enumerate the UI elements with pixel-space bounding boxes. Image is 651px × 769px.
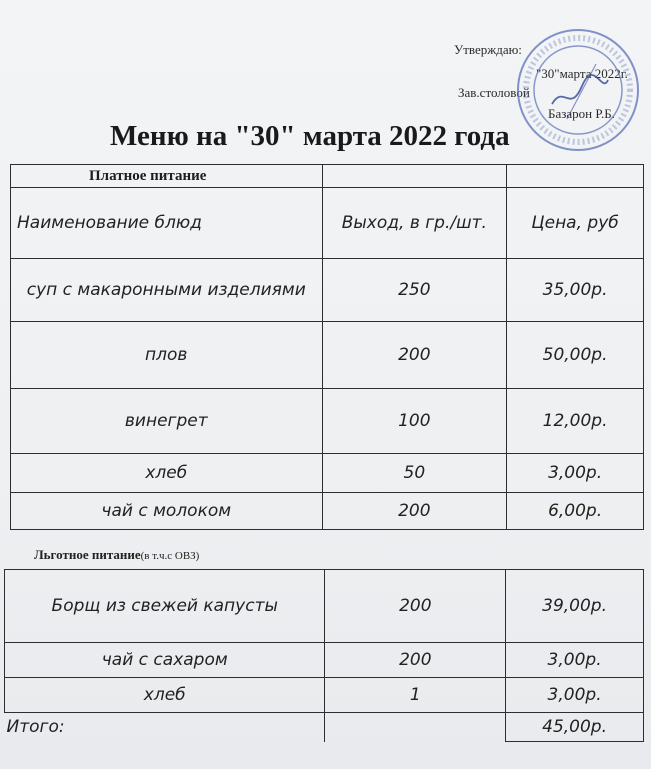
dish-name: плов <box>11 322 323 389</box>
paid-section-label: Платное питание <box>11 165 323 188</box>
dish-weight: 200 <box>325 570 506 643</box>
approval-name: Базарон Р.Б. <box>548 106 615 121</box>
approval-role: Зав.столовой <box>458 85 530 100</box>
dish-weight: 100 <box>322 389 507 454</box>
empty-cell <box>322 165 507 188</box>
dish-price: 12,00р. <box>507 389 644 454</box>
table-row <box>11 454 644 493</box>
dish-weight: 200 <box>322 322 507 389</box>
subsidized-label-text: Льготное питание <box>34 547 141 562</box>
dish-price: 39,00р. <box>506 570 644 643</box>
approval-date: "30"марта 2022г. <box>536 66 628 81</box>
empty-cell <box>507 165 644 188</box>
dish-name: чай с сахаром <box>5 643 325 678</box>
total-row <box>5 713 644 742</box>
dish-weight: 250 <box>322 259 507 322</box>
total-value: 45,00р. <box>506 713 644 742</box>
table-header-row <box>11 188 644 259</box>
header-name: Наименование блюд <box>11 188 323 259</box>
empty-cell <box>325 713 506 742</box>
menu-title: Меню на "30" марта 2022 года <box>110 120 510 152</box>
dish-weight: 200 <box>322 493 507 530</box>
dish-name: хлеб <box>11 454 323 493</box>
dish-weight: 1 <box>325 678 506 713</box>
dish-name: чай с молоком <box>11 493 323 530</box>
subsidized-label-note: (в т.ч.с ОВЗ) <box>140 550 200 562</box>
paid-section-row <box>11 165 644 188</box>
dish-name: суп с макаронными изделиями <box>11 259 323 322</box>
dish-price: 6,00р. <box>507 493 644 530</box>
subsidized-menu-table <box>4 569 644 742</box>
dish-price: 3,00р. <box>507 454 644 493</box>
table-row <box>5 570 644 643</box>
header-price: Цена, руб <box>507 188 644 259</box>
header-weight: Выход, в гр./шт. <box>322 188 507 259</box>
subsidized-section-label <box>34 547 199 563</box>
paid-menu-table <box>10 164 644 530</box>
dish-price: 3,00р. <box>506 643 644 678</box>
dish-name: винегрет <box>11 389 323 454</box>
total-label: Итого: <box>5 713 325 742</box>
dish-price: 35,00р. <box>507 259 644 322</box>
table-row <box>11 493 644 530</box>
table-row <box>11 389 644 454</box>
table-row <box>5 643 644 678</box>
dish-price: 3,00р. <box>506 678 644 713</box>
table-row <box>11 322 644 389</box>
approval-title: Утверждаю: <box>454 42 522 57</box>
table-row <box>5 678 644 713</box>
dish-name: хлеб <box>5 678 325 713</box>
official-stamp-icon <box>512 24 644 156</box>
dish-name: Борщ из свежей капусты <box>5 570 325 643</box>
table-row <box>11 259 644 322</box>
dish-weight: 50 <box>322 454 507 493</box>
dish-price: 50,00р. <box>507 322 644 389</box>
dish-weight: 200 <box>325 643 506 678</box>
